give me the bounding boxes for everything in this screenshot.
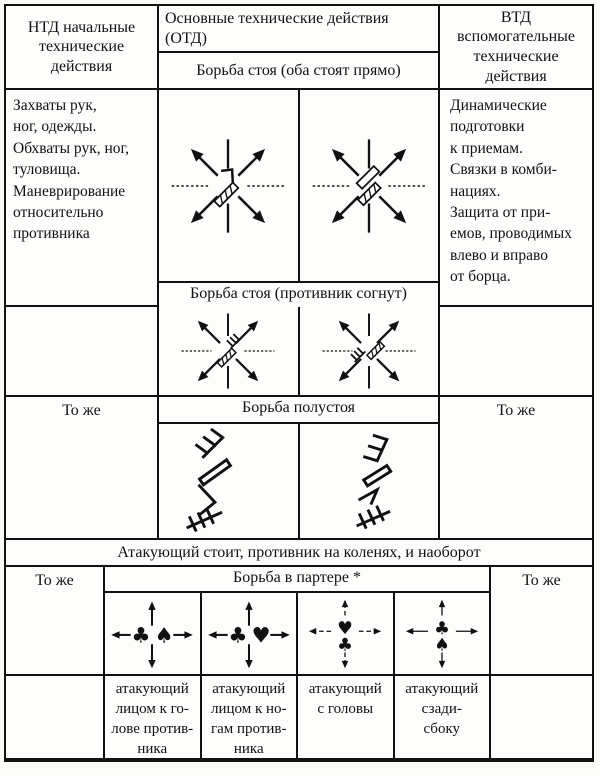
vtd-line: Защита от при-: [450, 203, 551, 221]
standing-bent-band: [6, 307, 592, 397]
kneeling-row-text: Атакующий стоит, противник на коленях, и наоборот: [117, 543, 481, 561]
ntd-line: Захваты рук,: [13, 97, 97, 114]
empty-bottom-right-cell: [491, 676, 592, 760]
ntd-line: туловища.: [13, 161, 81, 179]
diagram-half-standing-right: [300, 424, 439, 538]
caption-line: лове против-: [111, 720, 194, 737]
ground-center-block: [105, 567, 489, 760]
ntd-line: относительно: [13, 203, 104, 221]
ntd-header-cell: НТД начальные технические действия: [6, 6, 159, 88]
caption-line: атакующий: [212, 681, 286, 697]
ground-position-diagrams: [105, 593, 489, 676]
empty-left-cell: [6, 307, 159, 395]
four-direction-arrows-icon: [395, 596, 489, 672]
same-label-left-1: То же: [6, 397, 159, 538]
standing-straight-diagrams: [159, 90, 438, 307]
ground-left-column: [6, 567, 105, 760]
vtd-line: емов, проводимых: [450, 225, 572, 243]
classification-table: [4, 4, 594, 762]
suit-symbol: ♣: [131, 622, 151, 648]
four-direction-arrows-icon: [202, 596, 296, 672]
half-standing-diagrams: [159, 424, 438, 538]
ground-position-1-diagram: [105, 593, 202, 674]
caption-line: гам против-: [210, 720, 287, 737]
caption-line: атакующий: [115, 681, 189, 697]
suit-symbol: ♣: [337, 635, 354, 656]
caption-line: лицом к го-: [115, 700, 189, 717]
wrestlers-symbol-straight-pair: [203, 164, 245, 206]
caption-line: сзади-: [421, 700, 462, 717]
caption-line: лицом к но-: [210, 700, 287, 717]
vtd-line: нациях.: [450, 182, 501, 200]
ground-wrestling-header: Борьба в партере *: [105, 567, 489, 593]
standing-both-straight-header: Борьба стоя (оба стоят прямо): [196, 61, 401, 79]
suit-symbol: ♠: [154, 622, 174, 648]
empty-bottom-left-cell: [6, 676, 103, 760]
half-standing-figure-icon: [159, 427, 297, 535]
half-standing-figure-icon: [300, 427, 438, 535]
eight-direction-arrows-icon: [172, 309, 284, 393]
same-label-right-1: То же: [438, 397, 592, 538]
suit-symbol: ♥: [251, 622, 271, 648]
vtd-line: от борца.: [450, 268, 511, 285]
vtd-line: Связки в комби-: [450, 161, 557, 179]
standing-straight-band: [6, 90, 592, 307]
vtd-line: к приемам.: [450, 139, 523, 157]
diagram-straight-left: [159, 90, 300, 281]
same-label-left-2: То же: [6, 567, 103, 676]
eight-direction-arrows-icon: [160, 131, 296, 241]
diagram-pair-straight: [159, 90, 438, 283]
suit-symbol: ♠: [433, 635, 450, 656]
caption-line: с головы: [317, 700, 374, 717]
kneeling-row-header: [6, 540, 592, 567]
diagram-bent-left: [159, 307, 300, 395]
diagram-half-standing-left: [159, 424, 300, 538]
suit-symbol: ♣: [228, 622, 248, 648]
ntd-line: Маневрирование: [13, 182, 126, 200]
empty-right-cell: [438, 307, 592, 395]
standing-opponent-bent-header: Борьба стоя (противник согнут): [190, 285, 407, 302]
ground-position-2-diagram: [202, 593, 299, 674]
ntd-actions-cell: [6, 90, 159, 307]
caption-line: атакующий: [405, 681, 479, 697]
suit-symbol: ♣: [433, 618, 450, 639]
vtd-line: влево и вправо: [450, 246, 548, 264]
half-standing-block: [159, 397, 438, 538]
vtd-line: подготовки: [450, 118, 525, 136]
half-standing-band: [6, 397, 592, 540]
standing-bent-diagrams: [159, 307, 438, 395]
ntd-line: Обхваты рук, ног,: [13, 139, 130, 157]
otd-header-cell: Основные технические действия (ОТД): [159, 6, 438, 53]
ntd-line: противника: [13, 225, 90, 243]
vtd-header-cell: ВТД вспомогательные технические действия: [438, 6, 592, 88]
four-direction-arrows-icon: [105, 596, 199, 672]
vtd-line: Динамические: [450, 97, 547, 114]
caption-cell-2: [202, 676, 299, 760]
caption-cell-3: [298, 676, 395, 760]
ground-right-column: [489, 567, 592, 760]
ntd-line: ног, одежды.: [13, 118, 97, 136]
vtd-actions-cell: [438, 90, 592, 307]
header-row: [6, 6, 592, 90]
four-direction-arrows-icon: [298, 596, 392, 672]
otd-header-stack: [159, 6, 438, 88]
caption-cell-1: [105, 676, 202, 760]
diagram-bent-right: [300, 307, 439, 395]
suit-symbol: ♥: [337, 618, 354, 639]
ground-position-captions: [105, 676, 489, 760]
same-label-right-2: То же: [491, 567, 592, 676]
ground-position-4-diagram: [395, 593, 490, 674]
eight-direction-arrows-icon: [301, 131, 437, 241]
ground-band: [6, 567, 592, 760]
caption-line: атакующий: [308, 681, 382, 697]
half-standing-header: Борьба полустоя: [159, 397, 438, 424]
caption-line: сбоку: [423, 720, 461, 737]
eight-direction-arrows-icon: [313, 309, 425, 393]
caption-line: ника: [233, 740, 264, 757]
caption-cell-4: [395, 676, 490, 760]
caption-line: ника: [137, 740, 168, 757]
ground-position-3-diagram: [298, 593, 395, 674]
wrestlers-symbol-bent-opponent-reversed: [349, 333, 385, 369]
diagram-straight-right: [300, 90, 439, 281]
